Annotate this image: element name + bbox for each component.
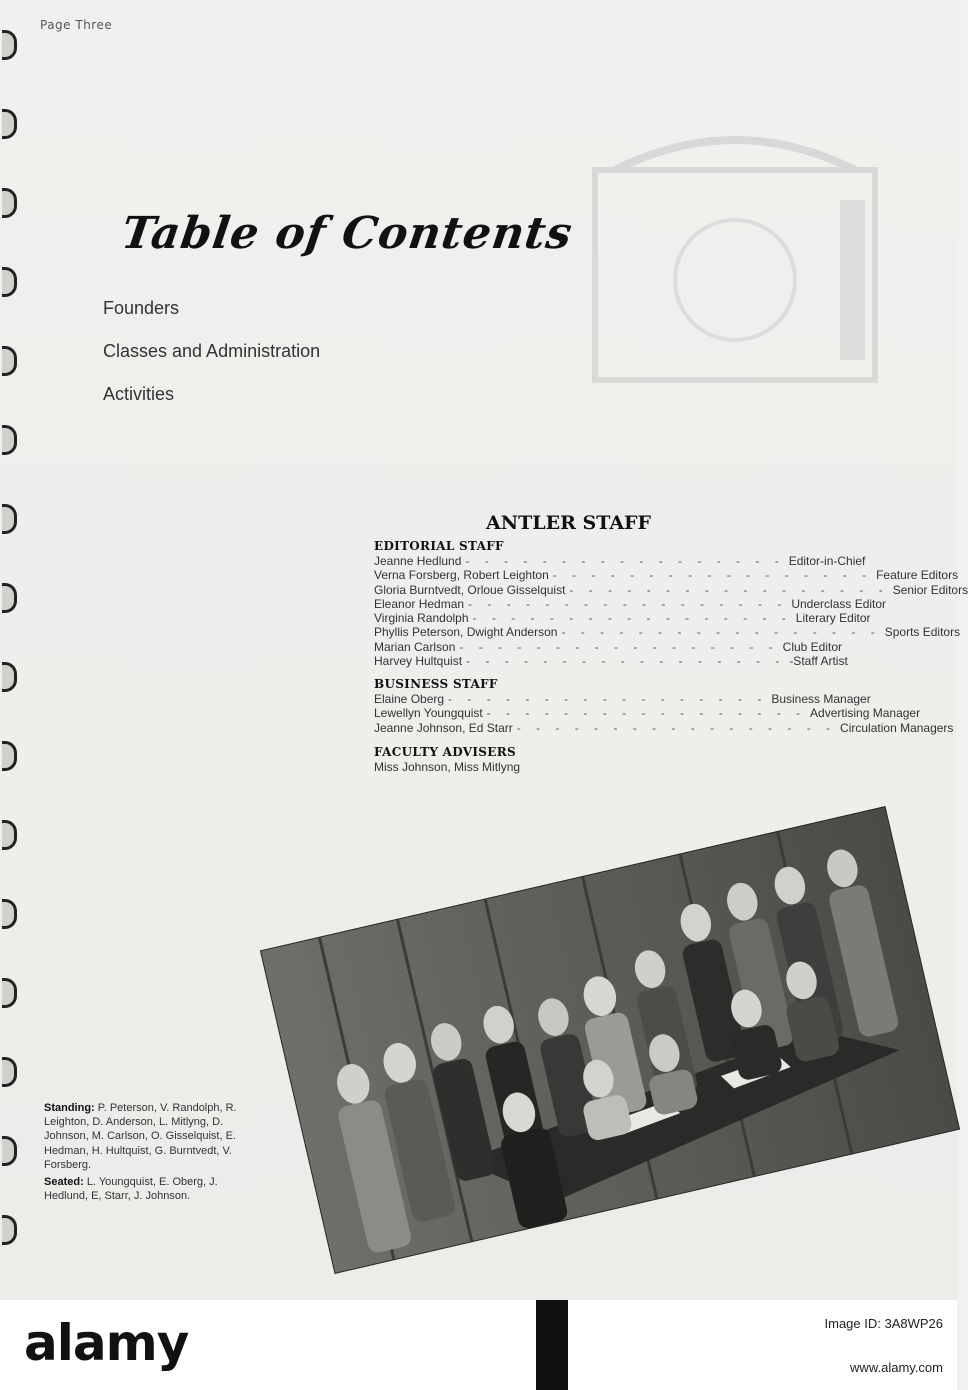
staff-names: Gloria Burntvedt, Orloue Gisselquist — [374, 582, 566, 597]
section-heading: EDITORIAL STAFF — [374, 539, 504, 553]
staff-role: Literary Editor — [795, 611, 871, 626]
caption-seated — [44, 1175, 260, 1203]
image-id-label: Image ID: 3A8WP26 — [824, 1316, 943, 1331]
staff-names: Marian Carlson — [374, 639, 456, 654]
staff-role: Club Editor — [782, 639, 843, 654]
staff-names: Virginia Randolph — [374, 611, 469, 626]
antler-staff-title: ANTLER STAFF — [486, 512, 652, 534]
page-number-label: Page Three — [40, 18, 113, 32]
staff-names: Harvey Hultquist — [374, 654, 463, 669]
business-staff-section — [374, 677, 954, 735]
staff-row: Gloria Burntvedt, Orloue Gisselquist - - - - - - - - - - - - - - - - - Senior Editors — [374, 582, 968, 597]
staff-role: Underclass Editor — [791, 596, 887, 611]
staff-row: Verna Forsberg, Robert Leighton - - - - - - - - - - - - - - - - - Feature Editors — [374, 568, 959, 583]
staff-names: Elaine Oberg — [374, 692, 445, 706]
section-heading: FACULTY ADVISERS — [374, 745, 516, 759]
staff-group-photo — [261, 807, 959, 1273]
stock-watermark-footer — [0, 1300, 957, 1390]
editorial-staff-section — [374, 539, 968, 669]
staff-names: Eleanor Hedman — [374, 596, 465, 611]
staff-row: Harvey Hultquist - - - - - - - - - - - - - - - - - -Staff Artist — [374, 654, 848, 669]
staff-role: Business Manager — [771, 692, 871, 706]
staff-names: Verna Forsberg, Robert Leighton — [374, 568, 549, 583]
binding-ring — [2, 109, 17, 139]
photo-caption — [44, 1101, 260, 1203]
staff-names: Lewellyn Youngquist — [374, 706, 483, 721]
binding-ring — [2, 1136, 17, 1166]
footer-url: www.alamy.com — [850, 1360, 943, 1375]
table-of-contents-title: Table of Contents — [118, 208, 576, 259]
staff-names: Phyllis Peterson, Dwight Anderson — [374, 625, 558, 640]
faculty-advisers-section — [374, 745, 752, 774]
caption-seated-label: Seated: — [44, 1176, 84, 1189]
staff-row — [374, 760, 752, 774]
binding-ring — [2, 978, 17, 1008]
staff-row: Jeanne Hedlund - - - - - - - - - - - - - - - - - Editor-in-Chief — [374, 554, 866, 568]
faint-emblem-watermark — [585, 110, 885, 390]
footer-stripe — [536, 1300, 568, 1390]
staff-names: Jeanne Johnson, Ed Starr — [374, 720, 513, 735]
staff-row: Eleanor Hedman - - - - - - - - - - - - - - - - - Underclass Editor — [374, 596, 887, 611]
staff-role: Circulation Managers — [840, 720, 954, 735]
staff-row: Elaine Oberg - - - - - - - - - - - - - - - - - Business Manager — [374, 692, 871, 706]
caption-standing — [44, 1101, 260, 1172]
staff-role: Feature Editors — [876, 568, 959, 583]
staff-row: Lewellyn Youngquist - - - - - - - - - - - - - - - - - Advertising Manager — [374, 706, 921, 721]
group-photo-illustration — [261, 807, 959, 1273]
staff-row: Jeanne Johnson, Ed Starr - - - - - - - - - - - - - - - - - Circulation Managers — [374, 720, 954, 735]
binding-ring — [2, 820, 17, 850]
binding-ring — [2, 267, 17, 297]
spiral-binding — [0, 30, 30, 1290]
staff-role: Sports Editors — [884, 625, 961, 640]
staff-row: Virginia Randolph - - - - - - - - - - - - - - - - - Literary Editor — [374, 611, 871, 626]
staff-names: Jeanne Hedlund — [374, 554, 462, 568]
staff-role: -Staff Artist — [789, 654, 848, 669]
toc-item-activities: Activities — [103, 384, 175, 404]
staff-names: Miss Johnson, Miss Mitlyng — [374, 760, 521, 774]
binding-ring — [2, 188, 17, 218]
staff-role: Senior Editors — [892, 582, 968, 597]
binding-ring — [2, 583, 17, 613]
caption-standing-text: P. Peterson, V. Randolph, R. Leighton, D. Anderson, L. Mitlyng, D. Johnson, M. Carlson, O. Gisselquist, E. Hedman, H. Hultquist, G. Burntvedt, V. Forsberg. — [44, 1102, 237, 1171]
binding-ring — [2, 346, 17, 376]
binding-ring — [2, 662, 17, 692]
binding-ring — [2, 1215, 17, 1245]
toc-item-classes: Classes and Administration — [103, 341, 321, 361]
staff-row: Phyllis Peterson, Dwight Anderson - - - - - - - - - - - - - - - - - Sports Editors — [374, 625, 961, 640]
section-heading: BUSINESS STAFF — [374, 677, 498, 691]
staff-role: Advertising Manager — [810, 706, 921, 721]
binding-ring — [2, 425, 17, 455]
binding-ring — [2, 30, 17, 60]
caption-standing-label: Standing: — [44, 1102, 95, 1114]
toc-item-founders: Founders — [103, 298, 180, 318]
caption-seated-text: L. Youngquist, E. Oberg, J. Hedlund, E, Starr, J. Johnson. — [44, 1176, 218, 1203]
binding-ring — [2, 899, 17, 929]
alamy-logo: alamy — [24, 1314, 189, 1372]
binding-ring — [2, 1057, 17, 1087]
binding-ring — [2, 504, 17, 534]
binding-ring — [2, 741, 17, 771]
staff-row: Marian Carlson - - - - - - - - - - - - - - - - - Club Editor — [374, 639, 843, 654]
staff-role: Editor-in-Chief — [788, 554, 866, 568]
